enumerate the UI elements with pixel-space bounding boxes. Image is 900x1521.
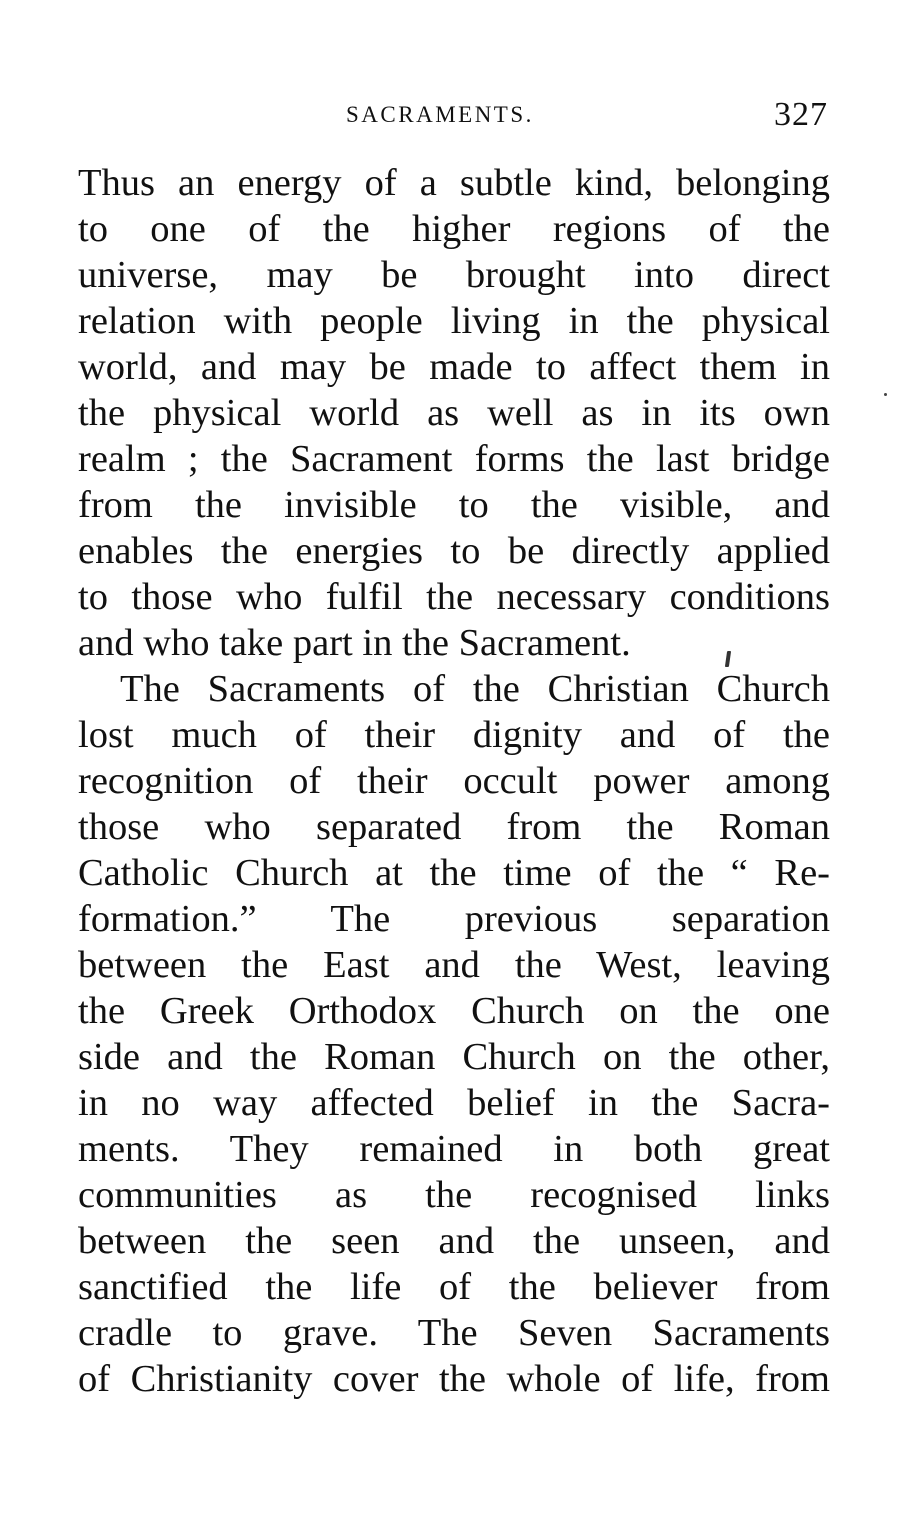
text-line: ments. They remained in both great xyxy=(78,1128,830,1170)
paragraph-1 xyxy=(78,160,830,666)
text-line: universe, may be brought into direct xyxy=(78,254,830,296)
text-line: to those who fulfil the necessary conditions xyxy=(78,576,830,618)
ink-speck xyxy=(884,393,887,396)
text-line: the physical world as well as in its own xyxy=(78,392,830,434)
text-line: recognition of their occult power among xyxy=(78,760,830,802)
text-line: cradle to grave. The Seven Sacraments xyxy=(78,1312,830,1354)
text-line: realm ; the Sacrament forms the last bridge xyxy=(78,438,830,480)
text-line: those who separated from the Roman xyxy=(78,806,830,848)
running-head xyxy=(78,96,830,140)
text-line: communities as the recognised links xyxy=(78,1174,830,1216)
text-line: of Christianity cover the whole of life, from xyxy=(78,1358,830,1400)
text-line: lost much of their dignity and of the xyxy=(78,714,830,756)
text-line: world, and may be made to affect them in xyxy=(78,346,830,388)
page-number: 327 xyxy=(774,96,828,133)
text-line: sanctified the life of the believer from xyxy=(78,1266,830,1308)
text-line: in no way affected belief in the Sacra- xyxy=(78,1082,830,1124)
text-line: from the invisible to the visible, and xyxy=(78,484,830,526)
body-text xyxy=(78,160,830,1402)
text-line: enables the energies to be directly applied xyxy=(78,530,830,572)
text-line: The Sacraments of the Christian Church xyxy=(120,668,830,710)
text-line: formation.” The previous separation xyxy=(78,898,830,940)
text-line: to one of the higher regions of the xyxy=(78,208,830,250)
text-line: Catholic Church at the time of the “ Re- xyxy=(78,852,830,894)
text-line: between the seen and the unseen, and xyxy=(78,1220,830,1262)
text-line: the Greek Orthodox Church on the one xyxy=(78,990,830,1032)
text-line: and who take part in the Sacrament. xyxy=(78,622,631,664)
text-line: between the East and the West, leaving xyxy=(78,944,830,986)
paragraph-2 xyxy=(78,666,830,1402)
text-line: relation with people living in the physical xyxy=(78,300,830,342)
text-line: side and the Roman Church on the other, xyxy=(78,1036,830,1078)
running-title: SACRAMENTS. xyxy=(346,102,534,127)
text-line: Thus an energy of a subtle kind, belonging xyxy=(78,162,830,204)
